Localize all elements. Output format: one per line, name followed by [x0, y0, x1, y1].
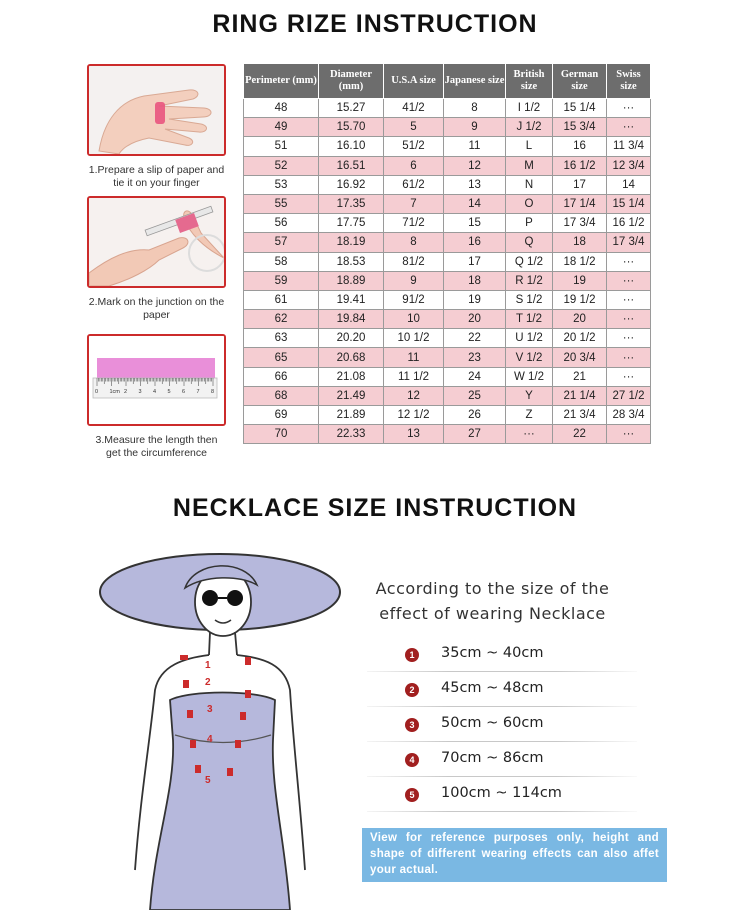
figure-marker-2: 2 [205, 677, 211, 688]
column-header: Swiss size [607, 64, 651, 99]
column-header: Diameter (mm) [319, 64, 384, 99]
table-cell: 16.10 [319, 137, 384, 156]
table-cell: M [506, 156, 553, 175]
table-cell: 12 1/2 [384, 406, 444, 425]
table-cell: 21.08 [319, 367, 384, 386]
table-cell: T 1/2 [506, 310, 553, 329]
table-cell: 61 [244, 290, 319, 309]
table-row [244, 367, 651, 386]
table-cell: 63 [244, 329, 319, 348]
table-cell: 16 [444, 233, 506, 252]
column-header: U.S.A size [384, 64, 444, 99]
table-cell: 17 [553, 175, 607, 194]
table-cell: ··· [607, 310, 651, 329]
ruler-tick-label: 1cm [109, 389, 120, 395]
table-cell: 19 [444, 290, 506, 309]
ring-size-title: RING RIZE INSTRUCTION [212, 10, 538, 38]
table-cell: 69 [244, 406, 319, 425]
table-cell: 18.19 [319, 233, 384, 252]
ruler-tick-label: 6 [182, 389, 186, 395]
table-cell: 15.70 [319, 118, 384, 137]
table-cell: 55 [244, 194, 319, 213]
table-cell: ··· [506, 425, 553, 444]
table-cell: 11 1/2 [384, 367, 444, 386]
size-range: 35cm ~ 40cm [441, 645, 544, 661]
table-cell: 9 [384, 271, 444, 290]
table-cell: 22.33 [319, 425, 384, 444]
table-cell: 21 3/4 [553, 406, 607, 425]
table-cell: 19.41 [319, 290, 384, 309]
table-row [244, 386, 651, 405]
table-row [244, 329, 651, 348]
table-cell: 68 [244, 386, 319, 405]
table-cell: I 1/2 [506, 99, 553, 118]
size-number-badge: 5 [405, 788, 419, 802]
step-3 [87, 334, 226, 460]
table-cell: 48 [244, 99, 319, 118]
table-cell: ··· [607, 290, 651, 309]
size-option-2 [367, 679, 637, 707]
ruler-tick-label: 2 [124, 389, 128, 395]
table-row [244, 290, 651, 309]
step-1-image [87, 64, 226, 156]
table-cell: ··· [607, 329, 651, 348]
table-cell: ··· [607, 367, 651, 386]
table-cell: 15 1/4 [607, 194, 651, 213]
table-cell: 81/2 [384, 252, 444, 271]
table-cell: 8 [384, 233, 444, 252]
table-row [244, 156, 651, 175]
table-cell: U 1/2 [506, 329, 553, 348]
table-cell: 20 [444, 310, 506, 329]
ruler-tick-label: 8 [211, 389, 215, 395]
step-2-image [87, 196, 226, 288]
table-cell: 22 [444, 329, 506, 348]
table-cell: 18.89 [319, 271, 384, 290]
column-header: Perimeter (mm) [244, 64, 319, 99]
table-cell: 53 [244, 175, 319, 194]
table-cell: 17 3/4 [553, 214, 607, 233]
table-cell: Q [506, 233, 553, 252]
table-cell: 20 [553, 310, 607, 329]
table-cell: 20.20 [319, 329, 384, 348]
table-cell: 41/2 [384, 99, 444, 118]
step-1-text: 1.Prepare a slip of paper and tie it on your finger [88, 164, 225, 189]
table-cell: ··· [607, 252, 651, 271]
divider [367, 776, 637, 777]
ring-size-table [243, 63, 651, 444]
table-cell: 56 [244, 214, 319, 233]
ruler-tick-label: 3 [138, 389, 142, 395]
table-cell: 17.75 [319, 214, 384, 233]
table-cell: 16 1/2 [607, 214, 651, 233]
step-2 [87, 196, 226, 322]
ruler-tick-label: 4 [153, 389, 157, 395]
table-cell: 49 [244, 118, 319, 137]
table-cell: 12 3/4 [607, 156, 651, 175]
table-cell: 28 3/4 [607, 406, 651, 425]
table-cell: 11 [384, 348, 444, 367]
size-option-1 [367, 644, 637, 672]
table-cell: ··· [607, 99, 651, 118]
size-range: 100cm ~ 114cm [441, 785, 562, 801]
table-cell: 19 1/2 [553, 290, 607, 309]
table-cell: 21 1/4 [553, 386, 607, 405]
table-cell: V 1/2 [506, 348, 553, 367]
step-3-text: 3.Measure the length then get the circumference [95, 434, 218, 459]
table-cell: 15 [444, 214, 506, 233]
table-cell: 18 1/2 [553, 252, 607, 271]
table-row [244, 118, 651, 137]
table-cell: 91/2 [384, 290, 444, 309]
table-cell: 13 [444, 175, 506, 194]
table-row [244, 252, 651, 271]
size-range: 70cm ~ 86cm [441, 750, 544, 766]
table-cell: 11 [444, 137, 506, 156]
table-cell: 61/2 [384, 175, 444, 194]
table-row [244, 175, 651, 194]
table-cell: S 1/2 [506, 290, 553, 309]
table-cell: 62 [244, 310, 319, 329]
size-option-3 [367, 714, 637, 742]
table-cell: 24 [444, 367, 506, 386]
table-cell: 58 [244, 252, 319, 271]
table-cell: W 1/2 [506, 367, 553, 386]
table-header-row [244, 64, 651, 99]
table-cell: 57 [244, 233, 319, 252]
table-cell: 7 [384, 194, 444, 213]
figure-marker-3: 3 [207, 704, 213, 715]
ruler-tick-label: 7 [196, 389, 200, 395]
table-cell: O [506, 194, 553, 213]
reference-note: View for reference purposes only, height and shape of different wearing effects can also affet your actual. [362, 828, 667, 882]
table-cell: 5 [384, 118, 444, 137]
table-cell: ··· [607, 348, 651, 367]
table-cell: 52 [244, 156, 319, 175]
table-cell: 16.51 [319, 156, 384, 175]
table-cell: 16 [553, 137, 607, 156]
figure-marker-5: 5 [205, 775, 211, 786]
ruler-tick-label: 5 [167, 389, 171, 395]
table-cell: P [506, 214, 553, 233]
table-cell: 27 [444, 425, 506, 444]
table-cell: 13 [384, 425, 444, 444]
table-cell: 20 3/4 [553, 348, 607, 367]
table-cell: 15.27 [319, 99, 384, 118]
table-cell: 17.35 [319, 194, 384, 213]
table-cell: 17 [444, 252, 506, 271]
table-cell: R 1/2 [506, 271, 553, 290]
ruler-tick-label: 0 [95, 389, 99, 395]
table-row [244, 310, 651, 329]
size-option-4 [367, 749, 637, 777]
table-cell: 21.89 [319, 406, 384, 425]
size-number-badge: 2 [405, 683, 419, 697]
column-header: Japanese size [444, 64, 506, 99]
size-number-badge: 4 [405, 753, 419, 767]
table-cell: 8 [444, 99, 506, 118]
table-cell: 14 [607, 175, 651, 194]
table-cell: 11 3/4 [607, 137, 651, 156]
table-cell: 70 [244, 425, 319, 444]
table-cell: J 1/2 [506, 118, 553, 137]
table-cell: 19 [553, 271, 607, 290]
table-cell: 51 [244, 137, 319, 156]
table-cell: 6 [384, 156, 444, 175]
table-row [244, 214, 651, 233]
table-cell: N [506, 175, 553, 194]
figure-marker-4: 4 [207, 734, 213, 745]
table-row [244, 406, 651, 425]
table-cell: 18.53 [319, 252, 384, 271]
table-cell: 23 [444, 348, 506, 367]
table-cell: 18 [553, 233, 607, 252]
table-cell: 10 [384, 310, 444, 329]
table-row [244, 425, 651, 444]
column-header: British size [506, 64, 553, 99]
table-row [244, 233, 651, 252]
table-cell: 20 1/2 [553, 329, 607, 348]
divider [367, 741, 637, 742]
size-range: 45cm ~ 48cm [441, 680, 544, 696]
table-cell: 16.92 [319, 175, 384, 194]
table-cell: Q 1/2 [506, 252, 553, 271]
table-cell: Y [506, 386, 553, 405]
table-cell: 65 [244, 348, 319, 367]
table-cell: 17 3/4 [607, 233, 651, 252]
size-range: 50cm ~ 60cm [441, 715, 544, 731]
step-2-text: 2.Mark on the junction on the paper [88, 296, 225, 321]
necklace-figure-illustration [95, 540, 345, 910]
table-cell: 20.68 [319, 348, 384, 367]
table-cell: ··· [607, 425, 651, 444]
table-cell: 19.84 [319, 310, 384, 329]
table-cell: 12 [444, 156, 506, 175]
size-number-badge: 1 [405, 648, 419, 662]
table-cell: 22 [553, 425, 607, 444]
table-row [244, 194, 651, 213]
table-cell: ··· [607, 271, 651, 290]
table-cell: 21.49 [319, 386, 384, 405]
table-cell: 17 1/4 [553, 194, 607, 213]
step-3-image [87, 334, 226, 426]
table-cell: 71/2 [384, 214, 444, 233]
divider [367, 671, 637, 672]
table-row [244, 271, 651, 290]
table-cell: 12 [384, 386, 444, 405]
table-cell: 16 1/2 [553, 156, 607, 175]
necklace-intro-line-2: effect of wearing Necklace [379, 604, 606, 623]
table-cell: 9 [444, 118, 506, 137]
figure-marker-1: 1 [205, 660, 211, 671]
table-cell: 27 1/2 [607, 386, 651, 405]
necklace-intro-line-1: According to the size of the [375, 579, 610, 598]
table-cell: 25 [444, 386, 506, 405]
table-row [244, 137, 651, 156]
table-cell: 59 [244, 271, 319, 290]
table-cell: 15 1/4 [553, 99, 607, 118]
table-row [244, 99, 651, 118]
table-cell: 10 1/2 [384, 329, 444, 348]
table-cell: 15 3/4 [553, 118, 607, 137]
divider [367, 811, 637, 812]
table-cell: Z [506, 406, 553, 425]
table-cell: 51/2 [384, 137, 444, 156]
table-cell: 26 [444, 406, 506, 425]
divider [367, 706, 637, 707]
size-number-badge: 3 [405, 718, 419, 732]
table-cell: ··· [607, 118, 651, 137]
table-cell: 66 [244, 367, 319, 386]
table-cell: 21 [553, 367, 607, 386]
table-row [244, 348, 651, 367]
column-header: German size [553, 64, 607, 99]
step-1 [87, 64, 226, 190]
table-cell: 18 [444, 271, 506, 290]
table-cell: 14 [444, 194, 506, 213]
table-cell: L [506, 137, 553, 156]
size-option-5 [367, 784, 637, 812]
necklace-size-title: NECKLACE SIZE INSTRUCTION [172, 494, 578, 522]
necklace-intro [355, 576, 630, 626]
